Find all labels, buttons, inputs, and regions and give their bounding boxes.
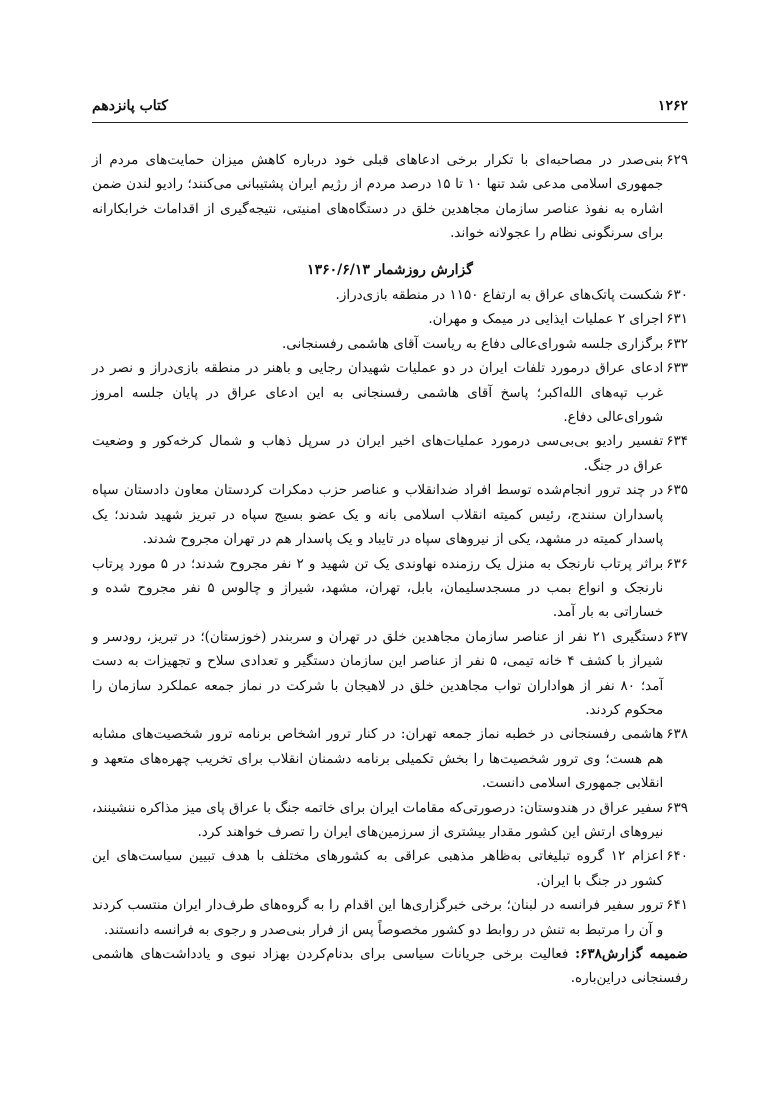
list-item (92, 478, 688, 551)
list-item (92, 356, 688, 429)
item-number: ۶۲۹ (666, 152, 688, 168)
list-item (92, 429, 688, 478)
appendix-text: فعالیت برخی جریانات سیاسی برای بدنام‌کردن بهزاد نبوی و یادداشت‌های هاشمی رفسنجانی دراین‌باره. (92, 946, 688, 987)
item-number: ۶۳۷ (666, 628, 688, 645)
item-text: هاشمی رفسنجانی در خطبه نماز جمعه تهران: در کنار ترور اشخاص برنامه ترور شخصیت‌های مشابه هم هست؛ وی ترور شخصیت‌ها را بخش تکمیلی برنامه دشمنان انقلاب برای تخریب چهره‌های متعهد و انقلابی جمهوری اسلامی دانست. (92, 726, 664, 792)
list-item (92, 552, 688, 625)
item-text: ادعای عراق درمورد تلفات ایران در دو عملیات شهیدان رجایی و باهنر در منطقه بازی‌دراز و نصر در غرب تپه‌های الله‌اکبر؛ پاسخ آقای هاشمی رفسنجانی به این ادعای عراق در پایان جلسه امروز شورای‌عالی دفاع. (92, 360, 664, 426)
item-number: ۶۳۵ (666, 482, 688, 499)
item-number: ۶۳۱ (666, 311, 688, 328)
item-number: ۶۳۸ (666, 726, 688, 743)
item-number: ۶۳۲ (666, 335, 688, 352)
report-heading: گزارش روزشمار ۱۳۶۰/۶/۱۳ (307, 261, 473, 278)
list-item (92, 796, 688, 845)
list-item (92, 332, 688, 356)
item-text: بنی‌صدر در مصاحبه‌ای با تکرار برخی ادعاهای قبلی خود درباره کاهش میزان حمایت‌های مردم از جمهوری اسلامی مدعی شد تنها ۱۰ تا ۱۵ درصد مردم از رژیم ایران پشتیبانی می‌کنند؛ رادیو لندن ضمن اشاره به نفوذ عناصر سازمان مجاهدین خلق در دستگاه‌های امنیتی، نتیجه‌گیری از اقدامات خرابکارانه برای سرنگونی نظام را عجولانه خواند. (92, 152, 664, 242)
item-text: براثر پرتاب نارنجک به منزل یک رزمنده نهاوندی یک تن شهید و ۲ نفر مجروح شدند؛ در ۵ مورد پرتاب نارنجک و انواع بمب در مسجدسلیمان، بابل، تهران، مشهد، شیراز و چالوس ۵ نفر مجروح شده و خساراتی به بار آمد. (92, 555, 664, 621)
item-number: ۶۴۱ (666, 897, 688, 914)
page-header (92, 90, 688, 114)
item-number: ۶۴۰ (666, 848, 688, 865)
item-text: اعزام ۱۲ گروه تبلیغاتی به‌ظاهر مذهبی عراقی به کشورهای مختلف با هدف تبیین سیاست‌های این کشور در جنگ با ایران. (92, 848, 664, 889)
item-number: ۶۳۰ (666, 287, 688, 304)
item-text: ترور سفیر فرانسه در لبنان؛ برخی خبرگزاری‌ها این اقدام را به گروه‌های طرف‌دار ایران منتسب کردند و آن را مرتبط به تنش در روابط دو کشور مخصوصاً پس از فرار بنی‌صدر و رجوی به فرانسه دانستند. (92, 897, 664, 938)
document-body (92, 148, 688, 991)
item-number: ۶۳۴ (666, 433, 688, 450)
list-item (92, 307, 688, 331)
item-text: در چند ترور انجام‌شده توسط افراد ضدانقلاب و عناصر حزب دمکرات کردستان معاون دادستان سپاه پاسداران سنندج، رئیس کمیته انقلاب اسلامی بانه و یک عضو بسیج سپاه در تبریز شهید شدند؛ یک پاسدار کمیته در مشهد، یکی از نیروهای سپاه در تایباد و یک پاسدار هم در تهران مجروح شدند. (92, 482, 664, 548)
header-rule (92, 122, 688, 123)
item-text: سفیر عراق در هندوستان: درصورتی‌که مقامات ایران برای خاتمه جنگ با عراق پای میز مذاکره ننشینند، نیروهای ارتش این کشور مقدار بیشتری از سرزمین‌های ایران را تصرف خواهند کرد. (92, 799, 664, 840)
item-text: اجرای ۲ عملیات ایذایی در میمک و مهران. (428, 311, 664, 328)
item-text: دستگیری ۲۱ نفر از عناصر سازمان مجاهدین خلق در تهران و سربندر (خوزستان)؛ در تبریز، رودسر و شیراز با کشف ۴ خانه تیمی، ۵ نفر از عناصر این سازمان دستگیر و تعدادی سلاح و تجهیزات به دست آمد؛ ۸۰ نفر از هواداران تواب مجاهدین خلق در لاهیجان با شرکت در نماز جمعه عملکرد سازمان را محکوم کردند. (92, 628, 664, 718)
item-number: ۶۳۶ (666, 555, 688, 572)
appendix-label: ضمیمه گزارش۶۳۸: (575, 946, 689, 962)
list-item (92, 625, 688, 723)
book-title: کتاب پانزدهم (92, 98, 168, 114)
item-text: شکست پاتک‌های عراق به ارتفاع ۱۱۵۰ در منطقه بازی‌دراز. (335, 287, 664, 304)
list-item (92, 283, 688, 307)
list-item (92, 148, 688, 246)
list-item (92, 722, 688, 795)
item-number: ۶۳۳ (666, 360, 688, 377)
appendix-note (92, 942, 688, 991)
list-item (92, 893, 688, 942)
page-number: ۱۲۶۲ (657, 98, 688, 114)
list-item (92, 844, 688, 893)
item-number: ۶۳۹ (666, 799, 688, 816)
item-text: تفسیر رادیو بی‌بی‌سی درمورد عملیات‌های اخیر ایران در سرپل ذهاب و شمال کرخه‌کور و وضعیت عراق در جنگ. (92, 433, 664, 474)
item-text: برگزاری جلسه شورای‌عالی دفاع به ریاست آقای هاشمی رفسنجانی. (281, 335, 664, 352)
